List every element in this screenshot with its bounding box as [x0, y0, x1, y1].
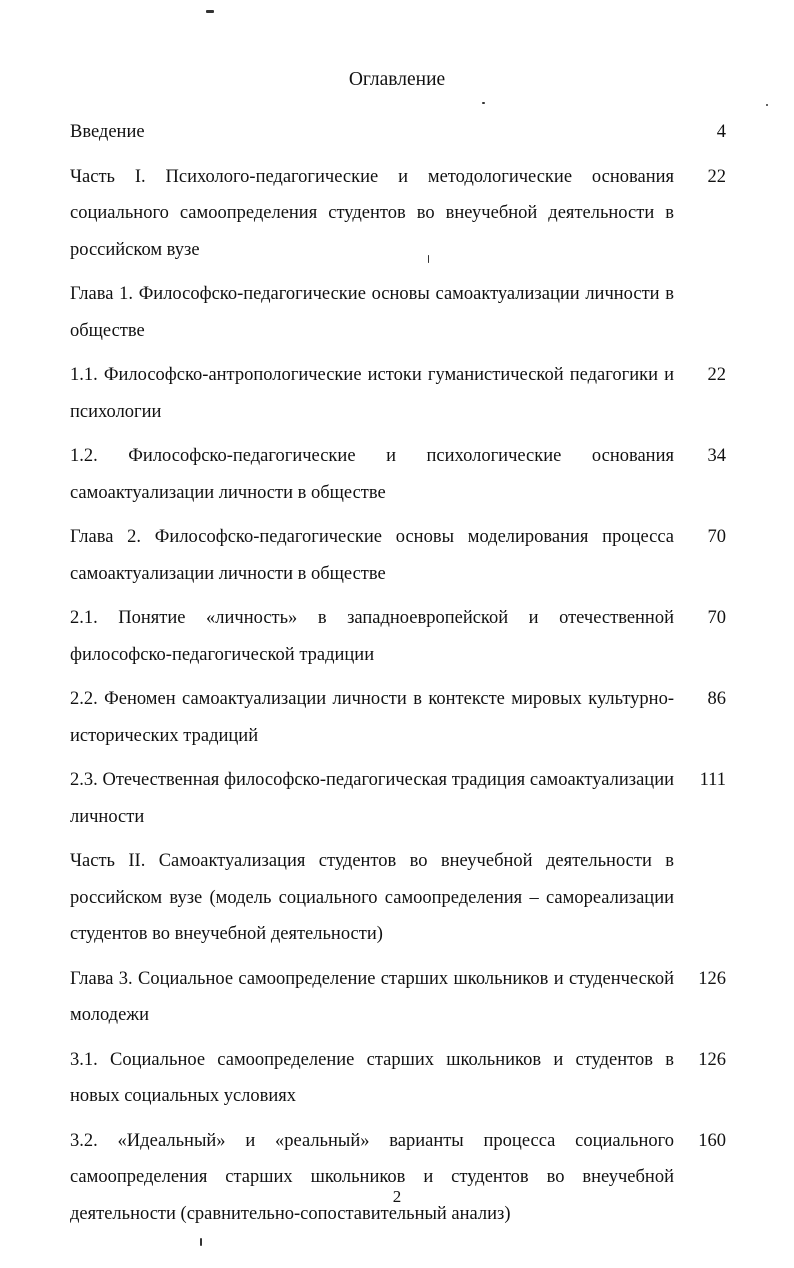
- toc-entry-page: 160: [698, 1130, 726, 1151]
- toc-entry-title: Часть I. Психолого-педагогические и методологические основания социального самоопределения студентов во внеучебной деятельности в российском вузе: [70, 166, 674, 260]
- toc-entry: [70, 357, 730, 430]
- toc-entry-title: Часть II. Самоактуализация студентов во внеучебной деятельности в российском вузе (модель социального самоопределения – самореализации студентов во внеучебной деятельности): [70, 851, 674, 944]
- toc-entry-title: Глава 2. Философско-педагогические основы моделирования процесса самоактуализации личности в обществе: [70, 527, 674, 584]
- toc-entry: [70, 681, 730, 754]
- toc-entry-title: Глава 1. Философско-педагогические основы самоактуализации личности в обществе: [70, 284, 674, 341]
- toc-entry-page: 126: [698, 1049, 726, 1070]
- toc-entry-title: 1.1. Философско-антропологические истоки гуманистической педагогики и психологии: [70, 365, 674, 422]
- toc-entry: [70, 114, 730, 151]
- toc-entry-title: 2.3. Отечественная философско-педагогическая традиция самоактуализации личности: [70, 770, 674, 827]
- toc-entry-page: 34: [707, 446, 726, 466]
- scan-speck: [206, 10, 214, 13]
- toc-entry: [70, 843, 730, 953]
- toc-entry-title: Глава 3. Социальное самоопределение старших школьников и студенческой молодежи: [70, 968, 674, 1025]
- toc-entry-title: 2.1. Понятие «личность» в западноевропейской и отечественной философско-педагогической традиции: [70, 608, 674, 665]
- toc-entry-page: 22: [707, 365, 726, 385]
- scan-speck: [428, 255, 429, 263]
- toc-entry: [70, 1123, 730, 1233]
- toc-entry-page: 70: [707, 608, 726, 628]
- table-of-contents: [70, 114, 730, 1240]
- toc-entry: [70, 276, 730, 349]
- toc-entry-page: 126: [698, 968, 726, 989]
- toc-entry: [70, 762, 730, 835]
- toc-entry-title: 3.1. Социальное самоопределение старших школьников и студентов в новых социальных условиях: [70, 1049, 674, 1106]
- toc-entry-title: 2.2. Феномен самоактуализации личности в контексте мировых культурно-исторических традиций: [70, 689, 674, 746]
- toc-entry: [70, 1042, 730, 1115]
- toc-entry-page: 86: [707, 689, 726, 709]
- scan-speck: [482, 102, 485, 104]
- toc-entry-page: 4: [716, 122, 726, 142]
- toc-entry-page: 111: [699, 770, 726, 790]
- page-title: Оглавление: [348, 69, 446, 90]
- scan-speck: [200, 1238, 202, 1246]
- page-number: 2: [392, 1187, 402, 1206]
- toc-entry-page: 70: [707, 527, 726, 547]
- toc-entry: [70, 961, 730, 1034]
- toc-entry-title: 1.2. Философско-педагогические и психологические основания самоактуализации личности в обществе: [70, 446, 674, 503]
- toc-entry: [70, 438, 730, 511]
- toc-entry: [70, 519, 730, 592]
- toc-entry-page: 22: [707, 166, 726, 187]
- scan-speck: [766, 104, 768, 106]
- toc-entry-title: 3.2. «Идеальный» и «реальный» варианты процесса социального самоопределения старших школьников и студентов во внеучебной деятельности (сравнительно-сопоставительный анализ): [70, 1130, 674, 1224]
- toc-entry-title: Введение: [70, 122, 145, 142]
- toc-entry: [70, 600, 730, 673]
- toc-entry: [70, 159, 730, 269]
